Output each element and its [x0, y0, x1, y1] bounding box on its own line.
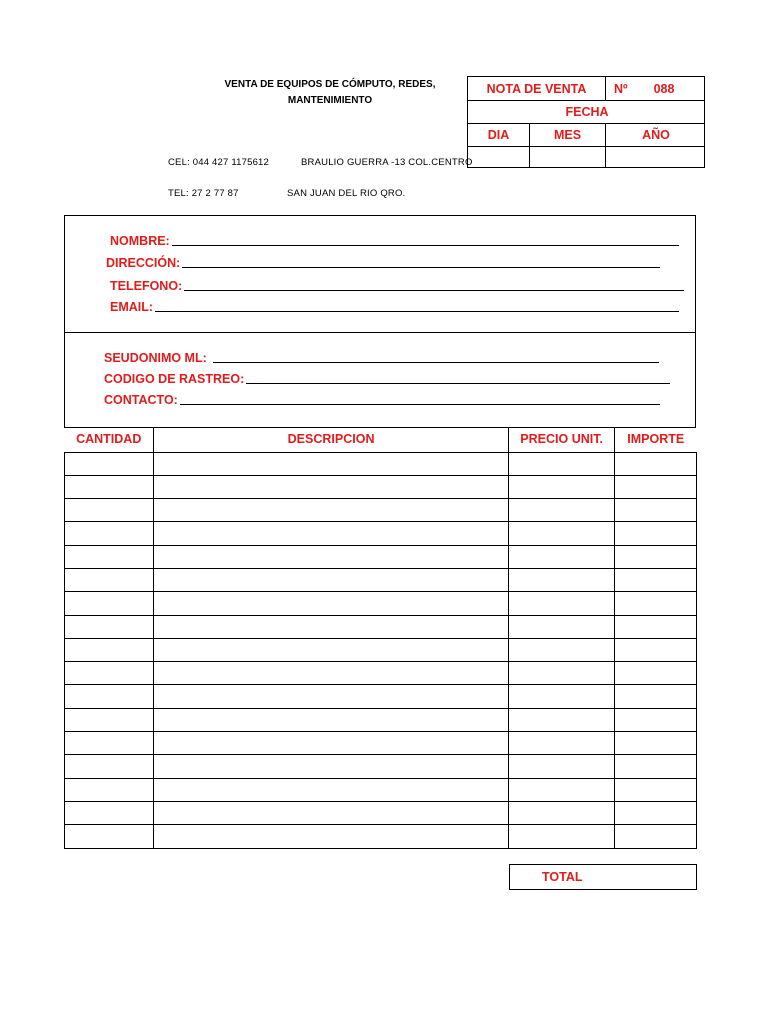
table-row [65, 522, 697, 545]
nombre-field[interactable] [110, 234, 679, 248]
descripcion-cell[interactable] [153, 545, 508, 568]
mes-field[interactable] [530, 147, 606, 167]
telefono-label: TELEFONO: [110, 279, 183, 293]
cantidad-cell[interactable] [65, 732, 154, 755]
table-row [65, 475, 697, 498]
direccion-label: DIRECCIÓN: [106, 256, 181, 270]
ano-field[interactable] [606, 147, 706, 167]
header-importe: IMPORTE [615, 427, 697, 452]
precio-cell[interactable] [509, 499, 615, 522]
descripcion-cell[interactable] [153, 568, 508, 591]
cel-text: CEL: 044 427 1175612 [168, 157, 270, 168]
cantidad-cell[interactable] [65, 708, 154, 731]
seudonimo-field[interactable] [104, 351, 659, 365]
importe-cell[interactable] [615, 755, 697, 778]
precio-cell[interactable] [509, 708, 615, 731]
precio-cell[interactable] [509, 452, 615, 475]
precio-cell[interactable] [509, 662, 615, 685]
descripcion-cell[interactable] [153, 475, 508, 498]
table-row [65, 568, 697, 591]
ano-label: AÑO [642, 128, 670, 142]
email-label: EMAIL: [110, 300, 154, 314]
cantidad-cell[interactable] [65, 685, 154, 708]
descripcion-cell[interactable] [153, 499, 508, 522]
ml-box [64, 332, 696, 428]
cantidad-cell[interactable] [65, 452, 154, 475]
precio-cell[interactable] [509, 545, 615, 568]
table-row [65, 592, 697, 615]
company-title [200, 77, 460, 109]
nombre-label: NOMBRE: [110, 234, 170, 248]
precio-cell[interactable] [509, 522, 615, 545]
precio-cell[interactable] [509, 732, 615, 755]
table-row [65, 825, 697, 848]
descripcion-cell[interactable] [153, 452, 508, 475]
cantidad-cell[interactable] [65, 568, 154, 591]
importe-cell[interactable] [615, 615, 697, 638]
nota-de-venta-box [467, 76, 705, 168]
customer-box [64, 215, 696, 333]
importe-cell[interactable] [615, 638, 697, 661]
cantidad-cell[interactable] [65, 522, 154, 545]
importe-cell[interactable] [615, 499, 697, 522]
header-cantidad: CANTIDAD [65, 427, 154, 452]
nota-row-header [468, 77, 704, 101]
descripcion-cell[interactable] [153, 638, 508, 661]
dia-label: DIA [468, 124, 530, 146]
email-field[interactable] [110, 300, 679, 314]
cantidad-cell[interactable] [65, 755, 154, 778]
rastreo-line [246, 383, 670, 384]
contacto-field[interactable] [104, 393, 660, 407]
importe-cell[interactable] [615, 475, 697, 498]
descripcion-cell[interactable] [153, 685, 508, 708]
table-row [65, 545, 697, 568]
descripcion-cell[interactable] [153, 755, 508, 778]
nota-row-date-values [468, 147, 704, 167]
importe-cell[interactable] [615, 732, 697, 755]
telefono-line [184, 290, 684, 291]
precio-cell[interactable] [509, 778, 615, 801]
nota-row-fecha [468, 101, 704, 124]
items-table [64, 427, 697, 849]
cantidad-cell[interactable] [65, 825, 154, 848]
total-label: TOTAL [542, 870, 583, 884]
direccion-field[interactable] [106, 256, 660, 270]
nombre-line [172, 245, 679, 246]
table-row [65, 638, 697, 661]
tel-text: TEL: 27 2 77 87 [168, 188, 239, 199]
table-row [65, 755, 697, 778]
precio-cell[interactable] [509, 638, 615, 661]
descripcion-cell[interactable] [153, 615, 508, 638]
cantidad-cell[interactable] [65, 801, 154, 824]
nota-number: 088 [653, 81, 675, 96]
contacto-label: CONTACTO: [104, 393, 178, 407]
descripcion-cell[interactable] [153, 592, 508, 615]
seudonimo-label: SEUDONIMO ML: [104, 351, 207, 365]
importe-cell[interactable] [615, 708, 697, 731]
cantidad-cell[interactable] [65, 638, 154, 661]
precio-cell[interactable] [509, 475, 615, 498]
cantidad-cell[interactable] [65, 545, 154, 568]
company-title-line1: VENTA DE EQUIPOS DE CÓMPUTO, REDES, [224, 79, 436, 90]
nota-number-box [606, 77, 706, 100]
importe-cell[interactable] [615, 452, 697, 475]
precio-cell[interactable] [509, 592, 615, 615]
address-text: BRAULIO GUERRA -13 COL.CENTRO [301, 157, 473, 168]
importe-cell[interactable] [615, 825, 697, 848]
mes-label: MES [530, 124, 606, 146]
items-header-row [65, 427, 697, 452]
cantidad-cell[interactable] [65, 662, 154, 685]
precio-cell[interactable] [509, 615, 615, 638]
table-row [65, 801, 697, 824]
rastreo-label: CODIGO DE RASTREO: [104, 372, 245, 386]
importe-cell[interactable] [615, 685, 697, 708]
precio-cell[interactable] [509, 568, 615, 591]
header-descripcion: DESCRIPCION [153, 427, 508, 452]
precio-cell[interactable] [509, 755, 615, 778]
descripcion-cell[interactable] [153, 801, 508, 824]
table-row [65, 615, 697, 638]
total-box [509, 864, 697, 890]
descripcion-cell[interactable] [153, 732, 508, 755]
importe-cell[interactable] [615, 592, 697, 615]
table-row [65, 685, 697, 708]
precio-cell[interactable] [509, 825, 615, 848]
importe-cell[interactable] [615, 778, 697, 801]
nota-number-label: Nº [614, 81, 628, 96]
table-row [65, 708, 697, 731]
importe-cell[interactable] [615, 662, 697, 685]
contacto-line [180, 404, 660, 405]
cantidad-cell[interactable] [65, 499, 154, 522]
items-body [65, 452, 697, 848]
precio-cell[interactable] [509, 685, 615, 708]
fecha-label: FECHA [565, 105, 609, 119]
descripcion-cell[interactable] [153, 662, 508, 685]
cantidad-cell[interactable] [65, 592, 154, 615]
table-row [65, 452, 697, 475]
email-line [155, 311, 679, 312]
table-row [65, 662, 697, 685]
descripcion-cell[interactable] [153, 778, 508, 801]
cantidad-cell[interactable] [65, 615, 154, 638]
city-text: SAN JUAN DEL RIO QRO. [287, 188, 406, 199]
importe-cell[interactable] [615, 568, 697, 591]
descripcion-cell[interactable] [153, 708, 508, 731]
descripcion-cell[interactable] [153, 825, 508, 848]
descripcion-cell[interactable] [153, 522, 508, 545]
rastreo-field[interactable] [104, 372, 670, 386]
dia-field[interactable] [468, 147, 530, 167]
seudonimo-line [213, 362, 659, 363]
precio-cell[interactable] [509, 801, 615, 824]
cantidad-cell[interactable] [65, 778, 154, 801]
nota-row-date-labels [468, 124, 704, 147]
importe-cell[interactable] [615, 522, 697, 545]
importe-cell[interactable] [615, 801, 697, 824]
header-precio: PRECIO UNIT. [509, 427, 615, 452]
cantidad-cell[interactable] [65, 475, 154, 498]
telefono-field[interactable] [110, 279, 684, 293]
direccion-line [182, 267, 660, 268]
table-row [65, 499, 697, 522]
table-row [65, 732, 697, 755]
nota-label: NOTA DE VENTA [468, 77, 606, 100]
table-row [65, 778, 697, 801]
company-title-line2: MANTENIMIENTO [287, 95, 373, 106]
importe-cell[interactable] [615, 545, 697, 568]
